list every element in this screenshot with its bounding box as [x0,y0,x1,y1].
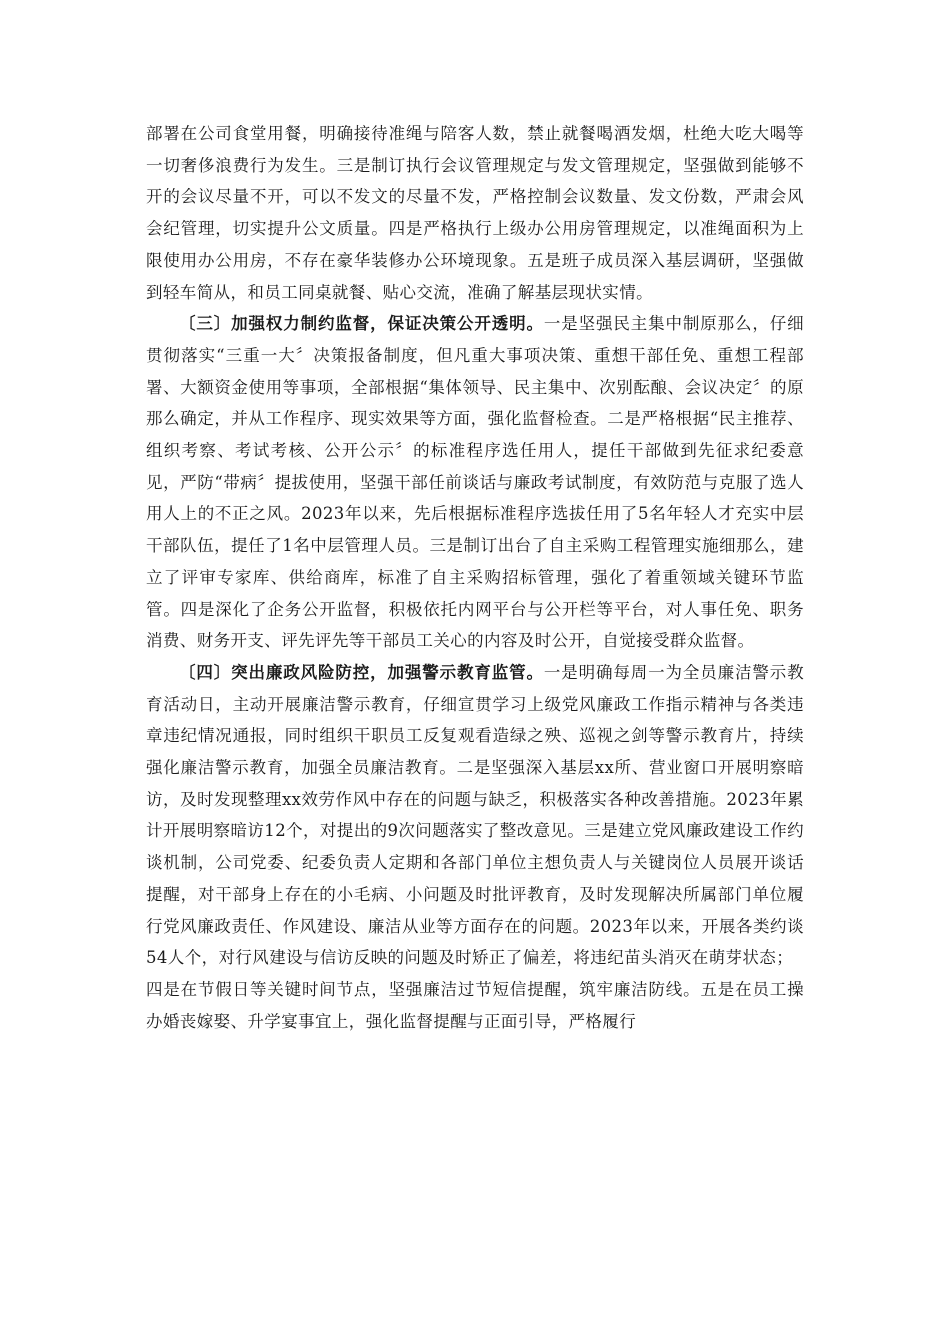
paragraph-3 [146,657,804,974]
paragraph-3-text: 一是明确每周一为全员廉洁警示教育活动日，主动开展廉洁警示教育，仔细宣贯学习上级党风廉政工作指示精神与各类违章违纪情况通报，同时组织干职员工反复观看造绿之殃、巡视之剑等警示教育片，持续强化廉洁警示教育，加强全员廉洁教育。二是坚强深入基层xx所、营业窗口开展明察暗访，及时发现整理xx效劳作风中存在的问题与缺乏，积极落实各种改善措施。2023年累计开展明察暗访12个，对提出的9次问题落实了整改意见。三是建立党风廉政建设工作约谈机制，公司党委、纪委负责人定期和各部门单位主想负责人与关键岗位人员展开谈话提醒，对干部身上存在的小毛病、小问题及时批评教育，及时发现解决所属部门单位履行党风廉政责任、作风建设、廉洁从业等方面存在的问题。2023年以来，开展各类约谈54人个，对行风建设与信访反映的问题及时矫正了偏差，将违纪苗头消灭在萌芽状态； [146,662,804,968]
paragraph-1 [146,118,804,308]
paragraph-4-text: 四是在节假日等关键时间节点，坚强廉洁过节短信提醒，筑牢廉洁防线。五是在员工操办婚丧嫁娶、升学宴事宜上，强化监督提醒与正面引导，严格履行 [146,979,804,1031]
paragraph-1-text: 部署在公司食堂用餐，明确接待准绳与陪客人数，禁止就餐喝酒发烟，杜绝大吃大喝等一切奢侈浪费行为发生。三是制订执行会议管理规定与发文管理规定，坚强做到能够不开的会议尽量不开，可以不发文的尽量不发，严格控制会议数量、发文份数，严肃会风会纪管理，切实提升公文质量。四是严格执行上级办公用房管理规定，以准绳面积为上限使用办公用房，不存在豪华装修办公环境现象。五是班子成员深入基层调研，坚强做到轻车简从，和员工同桌就餐、贴心交流，准确了解基层现状实情。 [146,124,804,302]
section-heading-4: 〔四〕突出廉政风险防控，加强警示教育监管。 [179,662,544,682]
section-heading-3: 〔三〕加强权力制约监督，保证决策公开透明。 [179,314,544,334]
document-page [146,118,804,1037]
paragraph-2 [146,308,804,657]
paragraph-4 [146,974,804,1037]
paragraph-2-text: 一是坚强民主集中制原那么，仔细贯彻落实“三重一大〞决策报备制度，但凡重大事项决策、重想干部任免、重想工程部署、大额资金使用等事项，全部根据“集体领导、民主集中、次别酝酿、会议决定〞的原那么确定，并从工作程序、现实效果等方面，强化监督检查。二是严格根据“民主推荐、组织考察、考试考核、公开公示〞的标准程序选任用人，提任干部做到先征求纪委意见，严防“带病〞提拔使用，坚强干部任前谈话与廉政考试制度，有效防范与克服了选人用人上的不正之风。2023年以来，先后根据标准程序选拔任用了5名年轻人才充实中层干部队伍，提任了1名中层管理人员。三是制订出台了自主采购工程管理实施细那么，建立了评审专家库、供给商库，标准了自主采购招标管理，强化了着重领域关键环节监管。四是深化了企务公开监督，积极依托内网平台与公开栏等平台，对人事任免、职务消费、财务开支、评先评先等干部员工关心的内容及时公开，自觉接受群众监督。 [146,314,804,651]
